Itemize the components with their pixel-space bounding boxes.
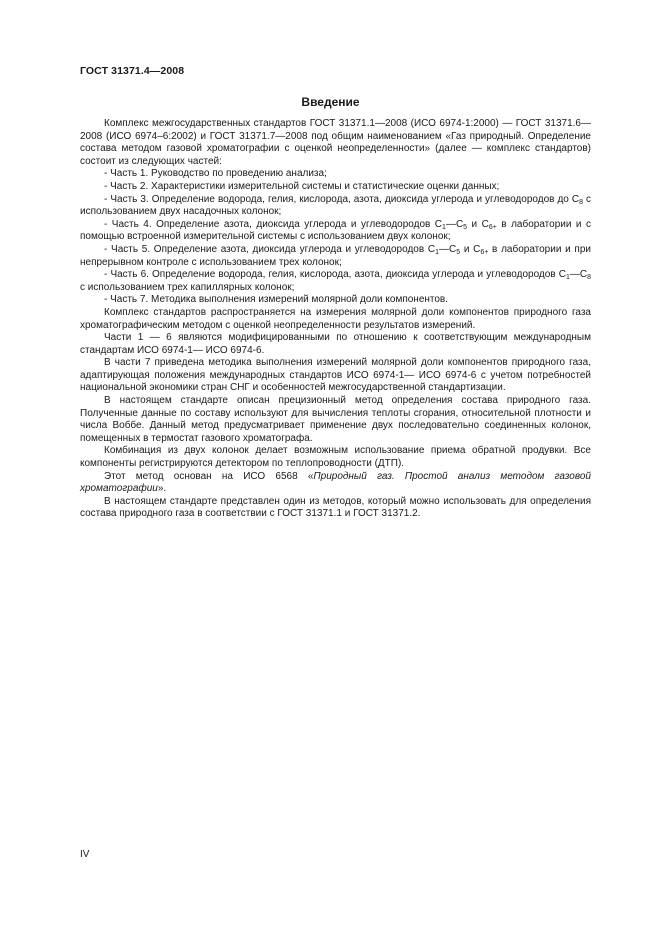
modification-paragraph: Части 1 — 6 являются модифицированными по отношению к соответствующим международным стандартам ИСО 6974-1— ИСО 6974-6. xyxy=(80,332,591,356)
part-5-text-a: - Часть 5. Определение азота, диоксида углерода и углеводородов С xyxy=(104,243,436,255)
method-paragraph: В настоящем стандарте описан прецизионный метод определения состава природного газа. Полученные данные по составу используют для вычисления теплоты сгорания, относительной плотности и числа Воббе. Данный метод предусматривает применение двух последовательно соединенных колонок, помещенных в термостат газового хроматографа. xyxy=(80,395,591,444)
part-6-item xyxy=(80,269,591,294)
part-4-sub-2: 5 xyxy=(463,223,468,231)
part-6-text-a: - Часть 6. Определение водорода, гелия, кислорода, азота, диоксида углерода и углеводородов С xyxy=(104,269,566,281)
part-5-text-d: в лаборатории и при непрерывном контроле с использованием трех колонок; xyxy=(80,243,591,268)
part-6-text-c: с использованием трех капиллярных колонок; xyxy=(80,281,295,293)
iso-basis-text-a: Этот метод основан на ИСО 6568 « xyxy=(104,470,314,482)
part-2-item: - Часть 2. Характеристики измерительной системы и статистические оценки данных; xyxy=(104,180,500,192)
document-header: ГОСТ 31371.4—2008 xyxy=(80,65,185,77)
iso-basis-title: Природный газ. Простой анализ методом газовой хроматографии xyxy=(80,470,591,495)
final-paragraph: В настоящем стандарте представлен один из методов, который можно использовать для определения состава природного газа в соответствии с ГОСТ 31371.1 и ГОСТ 31371.2. xyxy=(80,495,591,520)
part-7-paragraph: В части 7 приведена методика выполнения измерений молярной доли компонентов природного газа, адаптирующая положения международных стандартов ИСО 6974-1— ИСО 6974-6 с учетом потребностей национальной экономики стран СНГ и особенностей межгосударственной стандартизации. xyxy=(80,357,591,394)
page-number: IV xyxy=(80,849,90,860)
part-4-item xyxy=(80,219,591,244)
part-5-sub-2: 5 xyxy=(456,248,461,256)
part-6-sub-1: 1 xyxy=(565,274,570,282)
part-5-item xyxy=(80,244,591,269)
part-3-text-b: с использованием двух насадочных колонок; xyxy=(80,193,591,218)
part-6-sub-2: 8 xyxy=(587,274,591,282)
part-5-text-c: и С xyxy=(460,243,481,255)
part-4-text-b: —С xyxy=(445,218,464,230)
part-3-item xyxy=(80,194,591,219)
iso-basis-paragraph xyxy=(80,471,591,496)
part-7-item: - Часть 7. Методика выполнения измерений молярной доли компонентов. xyxy=(104,294,449,306)
iso-basis-text-b: ». xyxy=(157,483,167,495)
part-6-text-b: —С xyxy=(569,269,588,281)
part-3-sub-1: 8 xyxy=(579,198,583,206)
part-3-text-a: - Часть 3. Определение водорода, гелия, кислорода, азота, диоксида углерода и углеводородов до С xyxy=(104,193,580,205)
intro-paragraph: Комплекс межгосударственных стандартов ГОСТ 31371.1—2008 (ИСО 6974-1:2000) — ГОСТ 31371.6—2008 (ИСО 6974–6:2002) и ГОСТ 31371.7—2008 под общим наименованием «Газ природный. Определение состава методом газовой хроматографии с оценкой неопределенности» (далее — комплекс стандартов) состоит из следующих частей: xyxy=(80,118,591,167)
part-4-text-d: в лаборатории и с помощью встроенной измерительной системы с использованием двух колонок; xyxy=(80,218,591,243)
scope-paragraph: Комплекс стандартов распространяется на измерения молярной доли компонентов природного газа хроматографическим методом с оценкой неопределенности результатов измерений. xyxy=(80,306,591,331)
columns-paragraph: Комбинация из двух колонок делает возможным использование приема обратной продувки. Все компоненты регистрируются детектором по теплопроводности (ДТП). xyxy=(80,445,591,470)
part-4-text-c: и С xyxy=(467,218,489,230)
section-title: Введение xyxy=(301,95,360,109)
part-1-item: - Часть 1. Руководство по проведению анализа; xyxy=(104,168,327,180)
part-5-sub-3: 6+ xyxy=(480,248,489,256)
part-4-sub-3: 6+ xyxy=(488,223,497,231)
part-5-text-b: —С xyxy=(439,243,457,255)
part-4-text-a: - Часть 4. Определение азота, диоксида углерода и углеводородов С xyxy=(104,218,443,230)
document-body xyxy=(80,118,591,521)
part-4-sub-1: 1 xyxy=(442,223,446,231)
part-5-sub-1: 1 xyxy=(435,248,439,256)
